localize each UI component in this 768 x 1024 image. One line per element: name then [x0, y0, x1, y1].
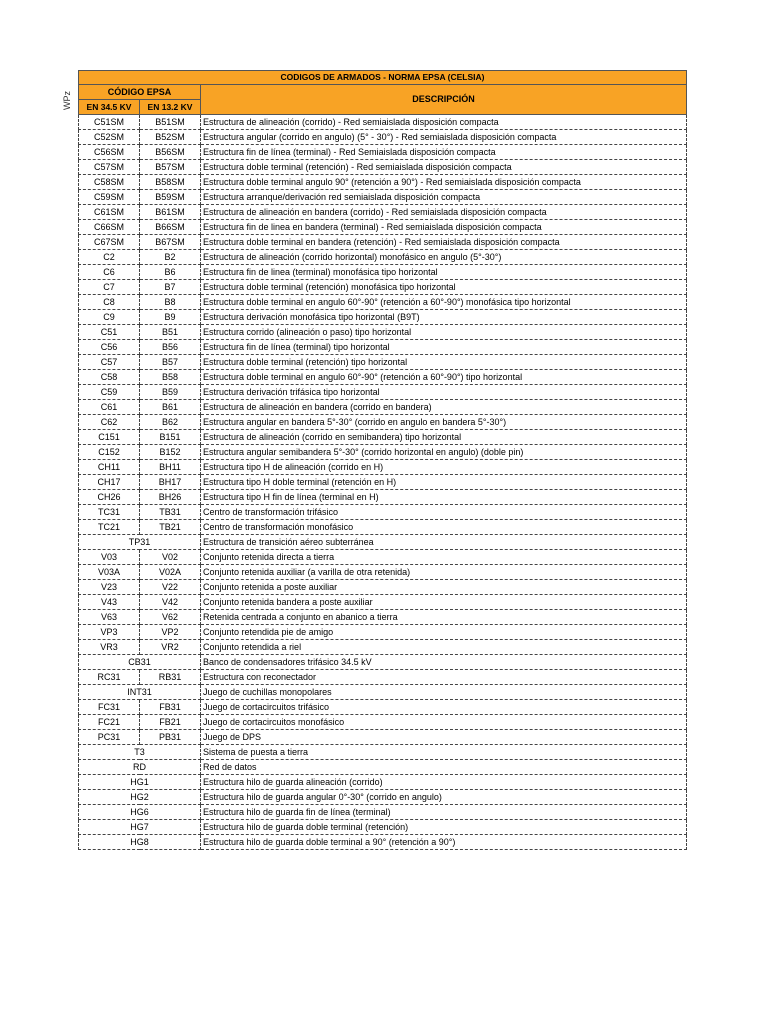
code-13-2kv: B151 — [140, 430, 201, 445]
code-34-5kv: C2 — [79, 250, 140, 265]
description: Estructura doble terminal (retención) - Red semiaislada disposición compacta — [201, 160, 687, 175]
code-34-5kv: C61SM — [79, 205, 140, 220]
code-34-5kv: C6 — [79, 265, 140, 280]
code-merged: CB31 — [79, 655, 201, 670]
description: Estructura tipo H de alineación (corrido en H) — [201, 460, 687, 475]
table-row — [79, 220, 687, 235]
code-34-5kv: C58 — [79, 370, 140, 385]
table-row — [79, 340, 687, 355]
description: Estructura doble terminal angulo 90° (retención a 90°) - Red semiaislada disposición compacta — [201, 175, 687, 190]
code-13-2kv: TB21 — [140, 520, 201, 535]
code-34-5kv: C67SM — [79, 235, 140, 250]
table-row — [79, 490, 687, 505]
code-13-2kv: B52SM — [140, 130, 201, 145]
table-row — [79, 820, 687, 835]
table-row — [79, 730, 687, 745]
code-13-2kv: V62 — [140, 610, 201, 625]
description: Juego de cuchillas monopolares — [201, 685, 687, 700]
code-34-5kv: CH26 — [79, 490, 140, 505]
table-row — [79, 715, 687, 730]
code-merged: RD — [79, 760, 201, 775]
code-13-2kv: V42 — [140, 595, 201, 610]
code-13-2kv: V22 — [140, 580, 201, 595]
description: Estructura de alineación (corrido en semibandera) tipo horizontal — [201, 430, 687, 445]
table-title-row — [79, 71, 687, 85]
code-13-2kv: FB31 — [140, 700, 201, 715]
description: Juego de cortacircuitos trifásico — [201, 700, 687, 715]
description: Retenida centrada a conjunto en abanico a tierra — [201, 610, 687, 625]
description: Conjunto retenida bandera a poste auxiliar — [201, 595, 687, 610]
code-34-5kv: C61 — [79, 400, 140, 415]
code-merged: T3 — [79, 745, 201, 760]
code-13-2kv: B56 — [140, 340, 201, 355]
table-row — [79, 400, 687, 415]
description: Centro de transformación monofásico — [201, 520, 687, 535]
table-row — [79, 595, 687, 610]
code-13-2kv: B56SM — [140, 145, 201, 160]
code-34-5kv: C62 — [79, 415, 140, 430]
code-13-2kv: B152 — [140, 445, 201, 460]
description: Estructura angular en bandera 5°-30° (corrido en angulo en bandera 5°-30°) — [201, 415, 687, 430]
table-row — [79, 445, 687, 460]
code-34-5kv: PC31 — [79, 730, 140, 745]
code-34-5kv: C51SM — [79, 115, 140, 130]
table-row — [79, 385, 687, 400]
description: Estructura con reconectador — [201, 670, 687, 685]
table-row — [79, 580, 687, 595]
code-34-5kv: V23 — [79, 580, 140, 595]
code-34-5kv: C59 — [79, 385, 140, 400]
code-13-2kv: V02 — [140, 550, 201, 565]
code-13-2kv: B58 — [140, 370, 201, 385]
code-13-2kv: RB31 — [140, 670, 201, 685]
table-row — [79, 130, 687, 145]
table-row — [79, 640, 687, 655]
code-34-5kv: C57SM — [79, 160, 140, 175]
code-13-2kv: VP2 — [140, 625, 201, 640]
description: Conjunto retenida auxiliar (a varilla de otra retenida) — [201, 565, 687, 580]
code-merged: HG7 — [79, 820, 201, 835]
table-row — [79, 625, 687, 640]
description: Conjunto retendida a riel — [201, 640, 687, 655]
code-13-2kv: B57 — [140, 355, 201, 370]
table-row — [79, 520, 687, 535]
description: Juego de DPS — [201, 730, 687, 745]
description: Estructura angular (corrido en angulo) (5° - 30°) - Red semiaislada disposición compacta — [201, 130, 687, 145]
table-row — [79, 745, 687, 760]
table-title: CODIGOS DE ARMADOS - NORMA EPSA (CELSIA) — [79, 71, 687, 85]
code-34-5kv: VR3 — [79, 640, 140, 655]
description: Estructura de transición aéreo subterránea — [201, 535, 687, 550]
description: Estructura doble terminal en bandera (retención) - Red semiaislada disposición compacta — [201, 235, 687, 250]
description: Juego de cortacircuitos monofásico — [201, 715, 687, 730]
code-34-5kv: VP3 — [79, 625, 140, 640]
description: Estructura fin de linea en bandera (terminal) - Red semiaislada disposición compacta — [201, 220, 687, 235]
table-row — [79, 835, 687, 850]
table-row — [79, 760, 687, 775]
code-34-5kv: V43 — [79, 595, 140, 610]
code-header: CÓDIGO EPSA — [79, 85, 201, 100]
code-34-5kv: C51 — [79, 325, 140, 340]
table-row — [79, 145, 687, 160]
table-row — [79, 685, 687, 700]
description: Estructura doble terminal en angulo 60°-90° (retención a 60°-90°) tipo horizontal — [201, 370, 687, 385]
table-row — [79, 535, 687, 550]
description: Conjunto retenida directa a tierra — [201, 550, 687, 565]
code-13-2kv: BH26 — [140, 490, 201, 505]
description: Sistema de puesta a tierra — [201, 745, 687, 760]
table-row — [79, 190, 687, 205]
description: Conjunto retenida a poste auxiliar — [201, 580, 687, 595]
code-34-5kv: C66SM — [79, 220, 140, 235]
code-13-2kv: FB21 — [140, 715, 201, 730]
description: Estructura fin de línea (terminal) - Red Semiaislada disposición compacta — [201, 145, 687, 160]
code-merged: TP31 — [79, 535, 201, 550]
code-13-2kv: B8 — [140, 295, 201, 310]
table-row — [79, 205, 687, 220]
code-34-5kv: FC31 — [79, 700, 140, 715]
description: Estructura de alineación en bandera (corrido en bandera) — [201, 400, 687, 415]
col-13-2kv-header: EN 13.2 KV — [140, 100, 201, 115]
code-13-2kv: B6 — [140, 265, 201, 280]
code-merged: INT31 — [79, 685, 201, 700]
description: Estructura doble terminal (retención) tipo horizontal — [201, 355, 687, 370]
code-34-5kv: V63 — [79, 610, 140, 625]
description: Estructura corrido (alineación o paso) tipo horizontal — [201, 325, 687, 340]
code-34-5kv: C59SM — [79, 190, 140, 205]
code-13-2kv: B51SM — [140, 115, 201, 130]
table-row — [79, 355, 687, 370]
table-row — [79, 235, 687, 250]
description: Red de datos — [201, 760, 687, 775]
description: Estructura arranque/derivación red semiaislada disposición compacta — [201, 190, 687, 205]
description: Estructura doble terminal en angulo 60°-90° (retención a 60°-90°) monofásica tipo horizontal — [201, 295, 687, 310]
table-row — [79, 250, 687, 265]
code-34-5kv: TC31 — [79, 505, 140, 520]
table-row — [79, 655, 687, 670]
code-34-5kv: FC21 — [79, 715, 140, 730]
code-34-5kv: C52SM — [79, 130, 140, 145]
table-row — [79, 550, 687, 565]
code-34-5kv: C57 — [79, 355, 140, 370]
code-13-2kv: B67SM — [140, 235, 201, 250]
code-34-5kv: TC21 — [79, 520, 140, 535]
table-row — [79, 565, 687, 580]
code-merged: HG2 — [79, 790, 201, 805]
table-row — [79, 505, 687, 520]
code-34-5kv: C152 — [79, 445, 140, 460]
codes-table — [78, 70, 687, 850]
table-row — [79, 415, 687, 430]
description: Estructura de alineación (corrido horizontal) monofásico en angulo (5°-30°) — [201, 250, 687, 265]
description: Estructura hilo de guarda doble terminal a 90° (retención a 90°) — [201, 835, 687, 850]
table-row — [79, 805, 687, 820]
code-13-2kv: B57SM — [140, 160, 201, 175]
description: Estructura hilo de guarda doble terminal (retención) — [201, 820, 687, 835]
description: Estructura angular semibandera 5°-30° (corrido horizontal en angulo) (doble pin) — [201, 445, 687, 460]
code-merged: HG8 — [79, 835, 201, 850]
code-13-2kv: BH11 — [140, 460, 201, 475]
table-row — [79, 775, 687, 790]
code-13-2kv: V02A — [140, 565, 201, 580]
table-row — [79, 670, 687, 685]
code-header-row — [79, 85, 687, 100]
code-13-2kv: B61 — [140, 400, 201, 415]
code-13-2kv: B66SM — [140, 220, 201, 235]
description: Estructura hilo de guarda angular 0°-30° (corrido en angulo) — [201, 790, 687, 805]
code-13-2kv: PB31 — [140, 730, 201, 745]
code-13-2kv: B59 — [140, 385, 201, 400]
table-row — [79, 700, 687, 715]
code-34-5kv: C8 — [79, 295, 140, 310]
description: Estructura derivación trifásica tipo horizontal — [201, 385, 687, 400]
table-row — [79, 370, 687, 385]
description: Conjunto retendida pie de amigo — [201, 625, 687, 640]
code-merged: HG6 — [79, 805, 201, 820]
code-13-2kv: B2 — [140, 250, 201, 265]
code-merged: HG1 — [79, 775, 201, 790]
code-13-2kv: TB31 — [140, 505, 201, 520]
table-row — [79, 115, 687, 130]
col-34-5kv-header: EN 34.5 KV — [79, 100, 140, 115]
code-34-5kv: C151 — [79, 430, 140, 445]
table-row — [79, 325, 687, 340]
code-13-2kv: B61SM — [140, 205, 201, 220]
description: Estructura tipo H fin de línea (terminal en H) — [201, 490, 687, 505]
code-34-5kv: V03A — [79, 565, 140, 580]
description: Estructura hilo de guarda fin de línea (terminal) — [201, 805, 687, 820]
code-13-2kv: B62 — [140, 415, 201, 430]
code-13-2kv: B51 — [140, 325, 201, 340]
description: Banco de condensadores trifásico 34.5 kV — [201, 655, 687, 670]
code-34-5kv: C9 — [79, 310, 140, 325]
code-13-2kv: B7 — [140, 280, 201, 295]
description: Estructura doble terminal (retención) monofásica tipo horizontal — [201, 280, 687, 295]
code-34-5kv: V03 — [79, 550, 140, 565]
description: Estructura tipo H doble terminal (retención en H) — [201, 475, 687, 490]
side-mark: WPz — [62, 91, 72, 111]
description: Estructura derivación monofásica tipo horizontal (B9T) — [201, 310, 687, 325]
description: Estructura de alineación en bandera (corrido) - Red semiaislada disposición compacta — [201, 205, 687, 220]
code-13-2kv: B58SM — [140, 175, 201, 190]
table-row — [79, 280, 687, 295]
code-13-2kv: B9 — [140, 310, 201, 325]
code-34-5kv: CH11 — [79, 460, 140, 475]
description: Estructura de alineación (corrido) - Red semiaislada disposición compacta — [201, 115, 687, 130]
table-row — [79, 790, 687, 805]
table-row — [79, 610, 687, 625]
code-34-5kv: C56SM — [79, 145, 140, 160]
code-34-5kv: C7 — [79, 280, 140, 295]
code-34-5kv: C56 — [79, 340, 140, 355]
code-13-2kv: B59SM — [140, 190, 201, 205]
code-34-5kv: RC31 — [79, 670, 140, 685]
table-row — [79, 310, 687, 325]
table-row — [79, 295, 687, 310]
description: Estructura fin de linea (terminal) monofásica tipo horizontal — [201, 265, 687, 280]
table-row — [79, 430, 687, 445]
description-header: DESCRIPCIÓN — [201, 85, 687, 115]
table-row — [79, 175, 687, 190]
code-34-5kv: CH17 — [79, 475, 140, 490]
table-row — [79, 460, 687, 475]
table-row — [79, 475, 687, 490]
description: Estructura fin de línea (terminal) tipo horizontal — [201, 340, 687, 355]
code-13-2kv: VR2 — [140, 640, 201, 655]
code-34-5kv: C58SM — [79, 175, 140, 190]
description: Centro de transformación trifásico — [201, 505, 687, 520]
table-row — [79, 160, 687, 175]
table-row — [79, 265, 687, 280]
description: Estructura hilo de guarda alineación (corrido) — [201, 775, 687, 790]
code-13-2kv: BH17 — [140, 475, 201, 490]
